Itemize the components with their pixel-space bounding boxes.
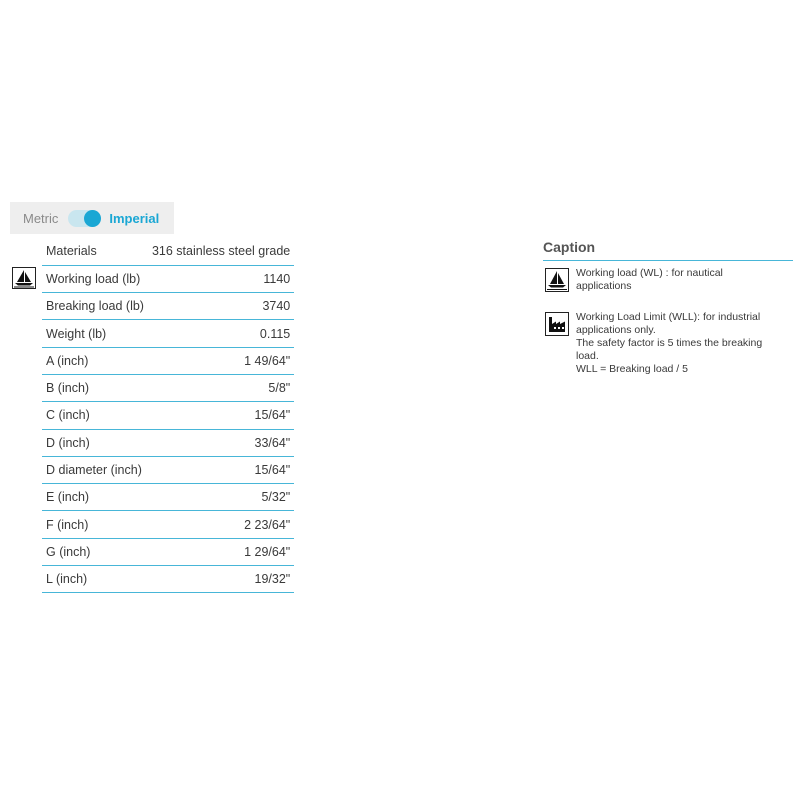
spec-row [42,320,294,347]
caption-divider [543,260,793,261]
spec-row [42,456,294,483]
caption-line: load. [576,350,599,362]
spec-value: 15/64" [148,402,294,429]
spec-value: 1 29/64" [148,538,294,565]
caption-line: applications [576,280,632,292]
spec-row [42,347,294,374]
sailboat-icon [545,268,569,292]
spec-label: Materials [42,238,148,265]
caption-line: WLL = Breaking load / 5 [576,363,688,375]
spec-row [42,511,294,538]
sailboat-icon [12,267,36,289]
caption-title: Caption [543,239,596,255]
spec-value: 316 stainless steel grade [148,238,294,265]
spec-label: Working load (lb) [42,265,148,292]
factory-icon [545,312,569,336]
spec-row [42,293,294,320]
spec-value: 33/64" [148,429,294,456]
spec-label: B (inch) [42,374,148,401]
spec-label: L (inch) [42,566,148,593]
spec-label: C (inch) [42,402,148,429]
spec-value: 3740 [148,293,294,320]
spec-label: D diameter (inch) [42,456,148,483]
spec-label: E (inch) [42,484,148,511]
caption-item-wl [576,267,723,293]
imperial-label[interactable]: Imperial [109,210,160,226]
unit-toggle [10,202,174,234]
spec-row [42,538,294,565]
spec-value: 15/64" [148,456,294,483]
metric-label[interactable]: Metric [23,210,59,226]
switch-knob [84,210,101,227]
spec-row [42,374,294,401]
specs-table [42,238,294,593]
caption-line: Working Load Limit (WLL): for industrial [576,311,761,323]
spec-label: A (inch) [42,347,148,374]
unit-switch[interactable] [68,210,101,227]
spec-row [42,402,294,429]
spec-row [42,238,294,265]
spec-row [42,265,294,292]
spec-label: F (inch) [42,511,148,538]
spec-label: Breaking load (lb) [42,293,148,320]
spec-row [42,429,294,456]
spec-value: 1 49/64" [148,347,294,374]
caption-line: The safety factor is 5 times the breaking [576,337,763,349]
spec-value: 0.115 [148,320,294,347]
spec-row [42,566,294,593]
spec-value: 5/32" [148,484,294,511]
caption-line: applications only. [576,324,656,336]
spec-value: 2 23/64" [148,511,294,538]
spec-label: G (inch) [42,538,148,565]
spec-label: D (inch) [42,429,148,456]
caption-line: Working load (WL) : for nautical [576,267,723,279]
spec-value: 5/8" [148,374,294,401]
caption-item-wll [576,311,762,376]
spec-row [42,484,294,511]
spec-value: 19/32" [148,566,294,593]
spec-value: 1140 [148,265,294,292]
spec-label: Weight (lb) [42,320,148,347]
